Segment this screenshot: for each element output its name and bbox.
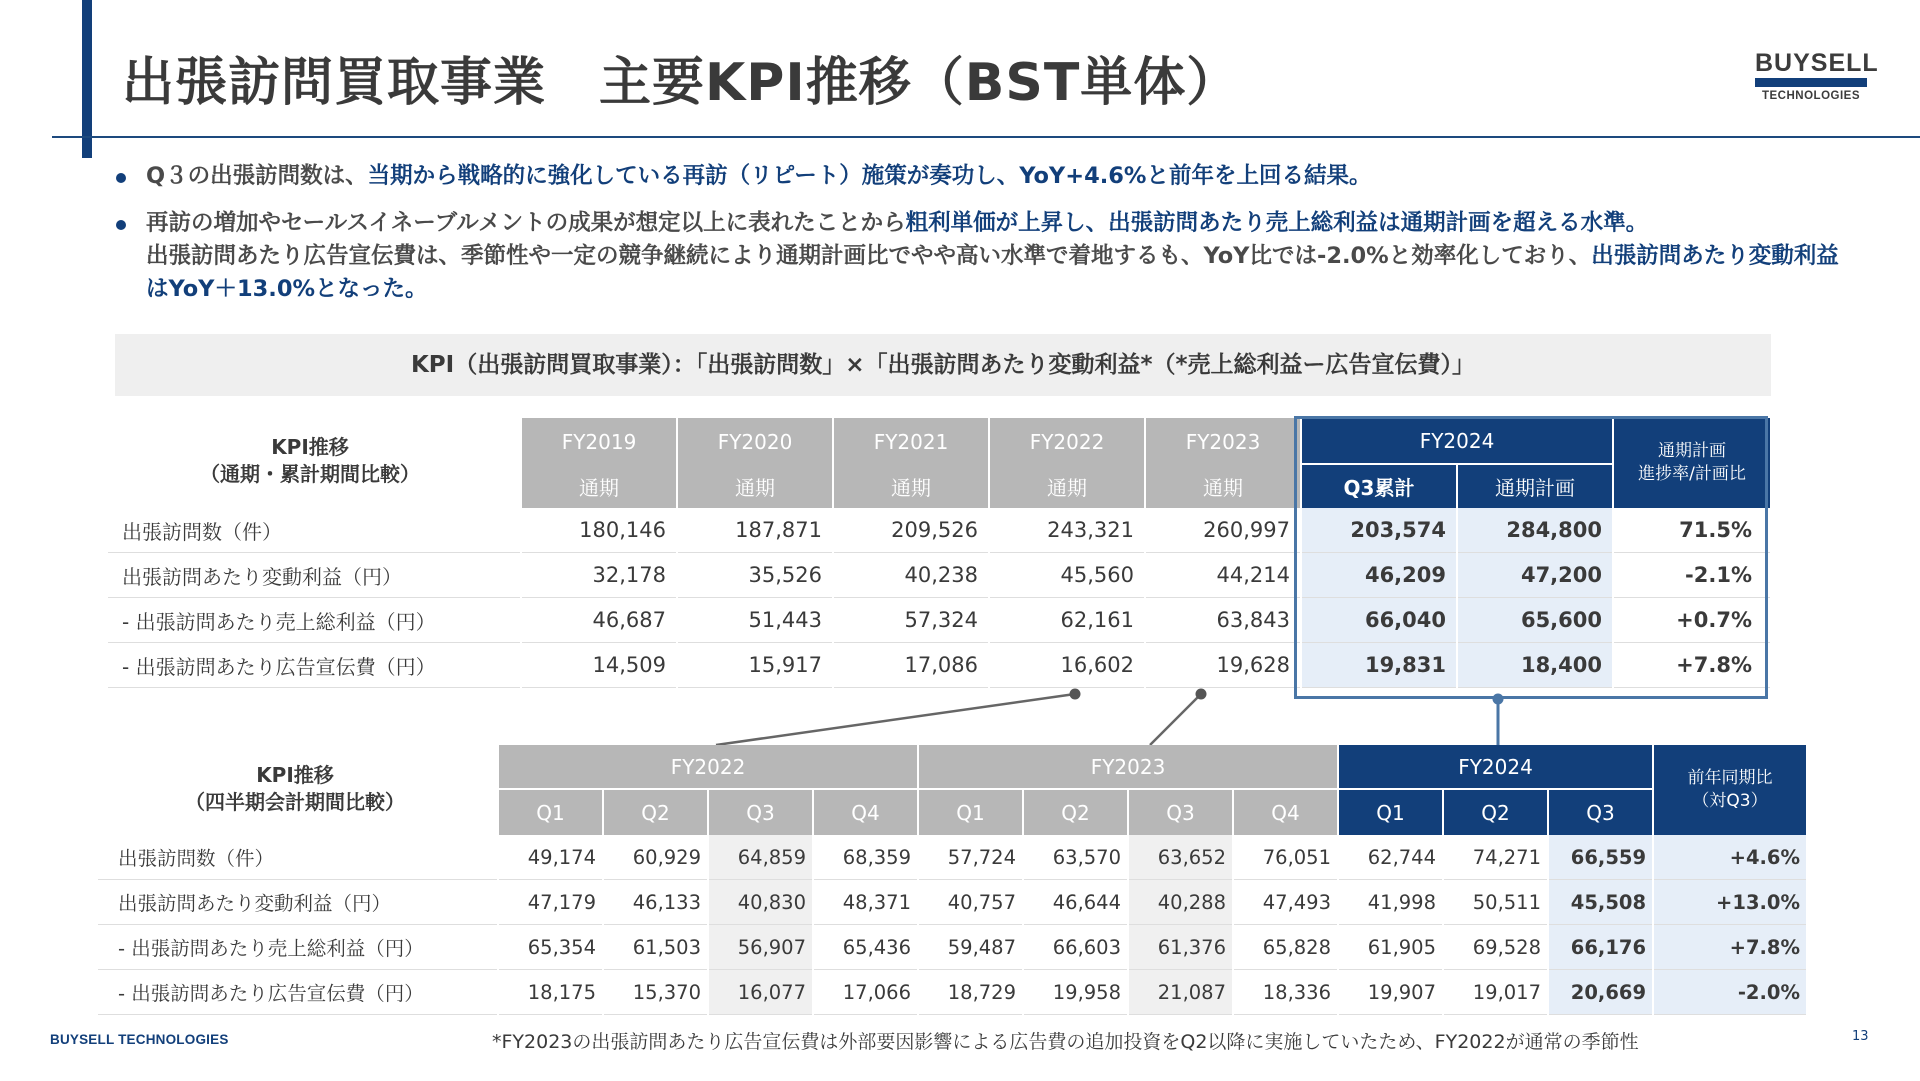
value-cell: 57,324 (834, 598, 988, 643)
value-cell: 45,508 (1549, 880, 1652, 925)
year-header-fy2023: FY2023 (919, 745, 1337, 790)
connector-fy2022 (716, 694, 1075, 745)
value-cell: 65,828 (1234, 925, 1337, 970)
plan-value-cell: 18,400 (1458, 643, 1612, 688)
value-cell: 15,370 (604, 970, 707, 1015)
value-cell: 68,359 (814, 835, 917, 880)
footnote: *FY2023の出張訪問あたり広告宣伝費は外部要因影響による広告費の追加投資をQ2以降に実施していたため、FY2022が通常の季節性 (492, 1031, 1639, 1053)
value-cell: 40,830 (709, 880, 812, 925)
value-cell: 45,560 (990, 553, 1144, 598)
value-cell: 65,436 (814, 925, 917, 970)
yoy-header-line2: （対Q3） (1692, 791, 1768, 811)
quarter-header: Q2 (604, 790, 707, 835)
quarter-header: Q3 (709, 790, 812, 835)
value-cell: 69,528 (1444, 925, 1547, 970)
ratio-cell: 71.5% (1614, 508, 1770, 553)
progress-header-line1: 通期計画 (1658, 441, 1726, 461)
year-header-fy2024: FY2024 (1339, 745, 1652, 790)
page-title: 出張訪問買取事業 主要KPI推移（BST単体） (122, 53, 1240, 113)
table-row (98, 835, 1806, 880)
table-row (98, 880, 1806, 925)
value-cell: 49,174 (499, 835, 602, 880)
value-cell: 66,559 (1549, 835, 1652, 880)
value-cell: 18,175 (499, 970, 602, 1015)
connector-dot-fy2024 (1493, 694, 1504, 705)
table-row (98, 925, 1806, 970)
value-cell: 47,179 (499, 880, 602, 925)
bullet-highlight: 当期から戦略的に強化している再訪（リピート）施策が奏功し、YoY+4.6%と前年を上回る結果。 (367, 163, 1372, 189)
plan-value-cell: 284,800 (1458, 508, 1612, 553)
yoy-cell: +4.6% (1654, 835, 1806, 880)
quarter-header: Q2 (1444, 790, 1547, 835)
value-cell: 17,066 (814, 970, 917, 1015)
value-cell: 48,371 (814, 880, 917, 925)
year-header-fy2022: FY2022 (499, 745, 917, 790)
value-cell: 61,503 (604, 925, 707, 970)
value-cell: 63,843 (1146, 598, 1300, 643)
bullet-text: 出張訪問あたり広告宣伝費は、季節性や一定の競争継続により通期計画比でやや高い水準で着地するも、YoY比では-2.0%と効率化しており、 (146, 243, 1592, 269)
quarter-header: Q1 (1339, 790, 1442, 835)
table-row (98, 970, 1806, 1015)
value-cell: 21,087 (1129, 970, 1232, 1015)
value-cell: 62,744 (1339, 835, 1442, 880)
row-label: 出張訪問あたり変動利益（円） (108, 553, 520, 598)
annual-label-line2: （通期・累計期間比較） (200, 462, 420, 486)
connector-dot-fy2022 (1070, 689, 1081, 700)
quarter-header: Q1 (499, 790, 602, 835)
bullet-text: Q３の出張訪問数は、 (146, 163, 368, 189)
year-header-fy2021: FY2021 (834, 418, 988, 465)
row-label: - 出張訪問あたり広告宣伝費（円） (98, 970, 497, 1015)
annual-plan-header: 通期計画 (1458, 465, 1612, 508)
value-cell: 65,354 (499, 925, 602, 970)
value-cell: 47,493 (1234, 880, 1337, 925)
value-cell: 59,487 (919, 925, 1022, 970)
value-cell: 40,757 (919, 880, 1022, 925)
value-cell: 56,907 (709, 925, 812, 970)
value-cell: 180,146 (522, 508, 676, 553)
connector-dot-fy2023 (1196, 689, 1207, 700)
year-header-fy2020: FY2020 (678, 418, 832, 465)
q3-value-cell: 66,040 (1302, 598, 1456, 643)
value-cell: 61,905 (1339, 925, 1442, 970)
value-cell: 18,729 (919, 970, 1022, 1015)
value-cell: 14,509 (522, 643, 676, 688)
value-cell: 260,997 (1146, 508, 1300, 553)
period-header: 通期 (1146, 465, 1300, 508)
year-header-fy2022: FY2022 (990, 418, 1144, 465)
logo-sub-text: TECHNOLOGIES (1761, 90, 1860, 102)
kpi-formula-box: KPI（出張訪問買取事業）：「出張訪問数」×「出張訪問あたり変動利益*（*売上総利益ー広告宣伝費）」 (115, 334, 1771, 396)
bullet-highlight: 出張訪問あたり変動利益はYoY＋13.0%となった。 (146, 243, 1839, 302)
connector-fy2023 (1150, 694, 1201, 745)
page-number: 13 (1852, 1029, 1869, 1044)
value-cell: 32,178 (522, 553, 676, 598)
quarter-header: Q1 (919, 790, 1022, 835)
q3-value-cell: 203,574 (1302, 508, 1456, 553)
ratio-cell: +0.7% (1614, 598, 1770, 643)
value-cell: 76,051 (1234, 835, 1337, 880)
footer-company: BUYSELL TECHNOLOGIES (50, 1032, 229, 1047)
header-spacer (98, 790, 497, 835)
value-cell: 63,652 (1129, 835, 1232, 880)
value-cell: 40,288 (1129, 880, 1232, 925)
value-cell: 15,917 (678, 643, 832, 688)
quarter-header: Q3 (1129, 790, 1232, 835)
row-label: 出張訪問あたり変動利益（円） (98, 880, 497, 925)
value-cell: 66,176 (1549, 925, 1652, 970)
row-label: 出張訪問数（件） (108, 508, 520, 553)
bullet-highlight: 粗利単価が上昇し、出張訪問あたり売上総利益は通期計画を超える水準。 (905, 210, 1649, 236)
value-cell: 19,628 (1146, 643, 1300, 688)
quarter-header: Q3 (1549, 790, 1652, 835)
period-header: 通期 (990, 465, 1144, 508)
q3-value-cell: 19,831 (1302, 643, 1456, 688)
logo-main-text: BUYSELL (1755, 49, 1879, 77)
progress-header-line2: 進捗率/計画比 (1638, 464, 1746, 484)
row-label: - 出張訪問あたり売上総利益（円） (108, 598, 520, 643)
q3-value-cell: 46,209 (1302, 553, 1456, 598)
value-cell: 40,238 (834, 553, 988, 598)
quarter-header: Q4 (1234, 790, 1337, 835)
value-cell: 243,321 (990, 508, 1144, 553)
plan-value-cell: 65,600 (1458, 598, 1612, 643)
value-cell: 19,958 (1024, 970, 1127, 1015)
value-cell: 51,443 (678, 598, 832, 643)
quarter-header: Q2 (1024, 790, 1127, 835)
ratio-cell: +7.8% (1614, 643, 1770, 688)
period-header: 通期 (678, 465, 832, 508)
yoy-header-line1: 前年同期比 (1687, 768, 1773, 788)
value-cell: 46,687 (522, 598, 676, 643)
value-cell: 16,602 (990, 643, 1144, 688)
plan-value-cell: 47,200 (1458, 553, 1612, 598)
period-header: 通期 (834, 465, 988, 508)
value-cell: 16,077 (709, 970, 812, 1015)
year-header-fy2023: FY2023 (1146, 418, 1300, 465)
value-cell: 44,214 (1146, 553, 1300, 598)
value-cell: 66,603 (1024, 925, 1127, 970)
value-cell: 17,086 (834, 643, 988, 688)
quarter-header: Q4 (814, 790, 917, 835)
quarter-label-line2: （四半期会計期間比較） (185, 790, 405, 814)
value-cell: 64,859 (709, 835, 812, 880)
value-cell: 57,724 (919, 835, 1022, 880)
value-cell: 41,998 (1339, 880, 1442, 925)
value-cell: 50,511 (1444, 880, 1547, 925)
value-cell: 63,570 (1024, 835, 1127, 880)
value-cell: 46,644 (1024, 880, 1127, 925)
value-cell: 18,336 (1234, 970, 1337, 1015)
period-header: 通期 (522, 465, 676, 508)
quarterly-kpi-table (96, 745, 1808, 1015)
year-header-fy2024: FY2024 (1302, 418, 1612, 465)
value-cell: 209,526 (834, 508, 988, 553)
value-cell: 60,929 (604, 835, 707, 880)
value-cell: 62,161 (990, 598, 1144, 643)
row-label: 出張訪問数（件） (98, 835, 497, 880)
quarter-label-line1: KPI推移 (256, 763, 334, 787)
value-cell: 35,526 (678, 553, 832, 598)
q3-cumulative-header: Q3累計 (1302, 465, 1456, 508)
value-cell: 20,669 (1549, 970, 1652, 1015)
value-cell: 46,133 (604, 880, 707, 925)
row-label: - 出張訪問あたり広告宣伝費（円） (108, 643, 520, 688)
value-cell: 19,907 (1339, 970, 1442, 1015)
value-cell: 187,871 (678, 508, 832, 553)
bullet-text: 再訪の増加やセールスイネーブルメントの成果が想定以上に表れたことから (146, 210, 906, 236)
value-cell: 19,017 (1444, 970, 1547, 1015)
yoy-cell: -2.0% (1654, 970, 1806, 1015)
annual-label-line1: KPI推移 (271, 435, 349, 459)
value-cell: 74,271 (1444, 835, 1547, 880)
ratio-cell: -2.1% (1614, 553, 1770, 598)
yoy-header (1654, 745, 1806, 835)
header-spacer (98, 745, 497, 790)
row-label: - 出張訪問あたり売上総利益（円） (98, 925, 497, 970)
yoy-cell: +7.8% (1654, 925, 1806, 970)
value-cell: 61,376 (1129, 925, 1232, 970)
yoy-cell: +13.0% (1654, 880, 1806, 925)
year-header-fy2019: FY2019 (522, 418, 676, 465)
